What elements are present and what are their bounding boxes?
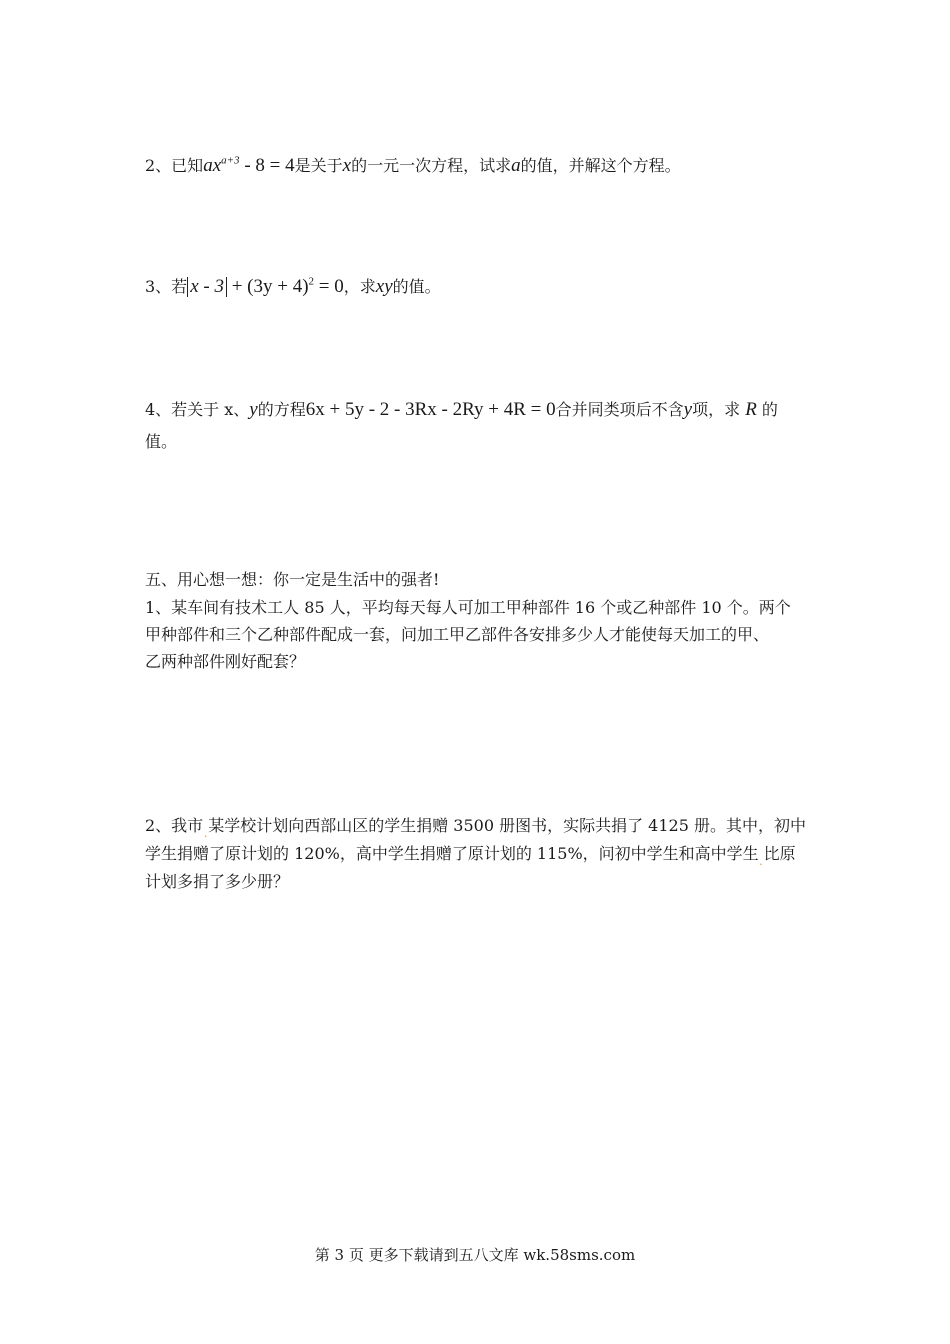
question-3 xyxy=(145,273,810,300)
s5-q1-line-3: 乙两种部件刚好配套？ xyxy=(145,652,306,671)
q4-equation: 6x + 5y - 2 - 3Rx - 2Ry + 4R = 0 xyxy=(305,399,556,420)
q2-var-x: x xyxy=(342,155,352,176)
q3-text-2: 的值。 xyxy=(392,277,441,296)
q2-text-2: 的一元一次方程，试求 xyxy=(351,156,512,175)
question-2 xyxy=(145,152,810,179)
q4-var-y: y xyxy=(249,399,258,420)
question-4-line-2: 值。 xyxy=(145,432,178,451)
q3-equation: $x - 3 + (3y + 4)^2 = 0$ xyxy=(187,276,344,297)
q3-prefix: 3、若 xyxy=(145,277,188,296)
s5-q1-line-1: 1、某车间有技术工人 85 人，平均每天每人可加工甲种部件 16 个或乙种部件 10 个。两个 xyxy=(145,598,791,617)
q4-text-4: 的 xyxy=(756,400,778,419)
q4-var-r: R xyxy=(745,399,757,420)
edit-mark-icon: ˛ xyxy=(758,855,764,867)
q2-prefix: 2、已知 xyxy=(145,156,204,175)
q4-prefix: 4、若关于 x、 xyxy=(145,400,250,419)
q3-text-1: ，求 xyxy=(343,277,376,296)
q4-text-3: 项，求 xyxy=(692,400,746,419)
q4-var-y2: y xyxy=(683,399,693,420)
q2-text-3: 的值，并解这个方程。 xyxy=(520,156,681,175)
q4-text-2: 合并同类项后不含 xyxy=(555,400,684,419)
s5-q1-line-2: 甲种部件和三个乙种部件配成一套，问加工甲乙部件各安排多少人才能使每天加工的甲、 xyxy=(145,625,770,644)
s5-q2-line-3: 计划多捐了多少册？ xyxy=(145,872,290,891)
page-footer: 第 3 页 更多下载请到五八文库 wk.58sms.com xyxy=(314,1246,636,1264)
q2-text-1: 是关于 xyxy=(294,156,343,175)
q2-equation: $ax^{a+3} - 8 = 4$ xyxy=(203,154,295,176)
s5-q2-line-2: 学生捐赠了原计划的 120%，高中学生捐赠了原计划的 115%，问初中学生和高中学生$_˛$比原 xyxy=(145,844,796,867)
q2-var-a: a xyxy=(511,155,521,176)
question-4 xyxy=(145,396,810,423)
q4-text-1: 的方程 xyxy=(257,400,306,419)
q3-var-xy: xy xyxy=(375,276,393,297)
section-5-heading: 五、用心想一想：你一定是生活中的强者! xyxy=(145,570,440,589)
s5-q2-line-1: 2、我市$_˛$某学校计划向西部山区的学生捐赠 3500 册图书，实际共捐了 4125 册。其中，初中 xyxy=(145,816,806,839)
edit-mark-icon: ˛ xyxy=(203,827,209,839)
